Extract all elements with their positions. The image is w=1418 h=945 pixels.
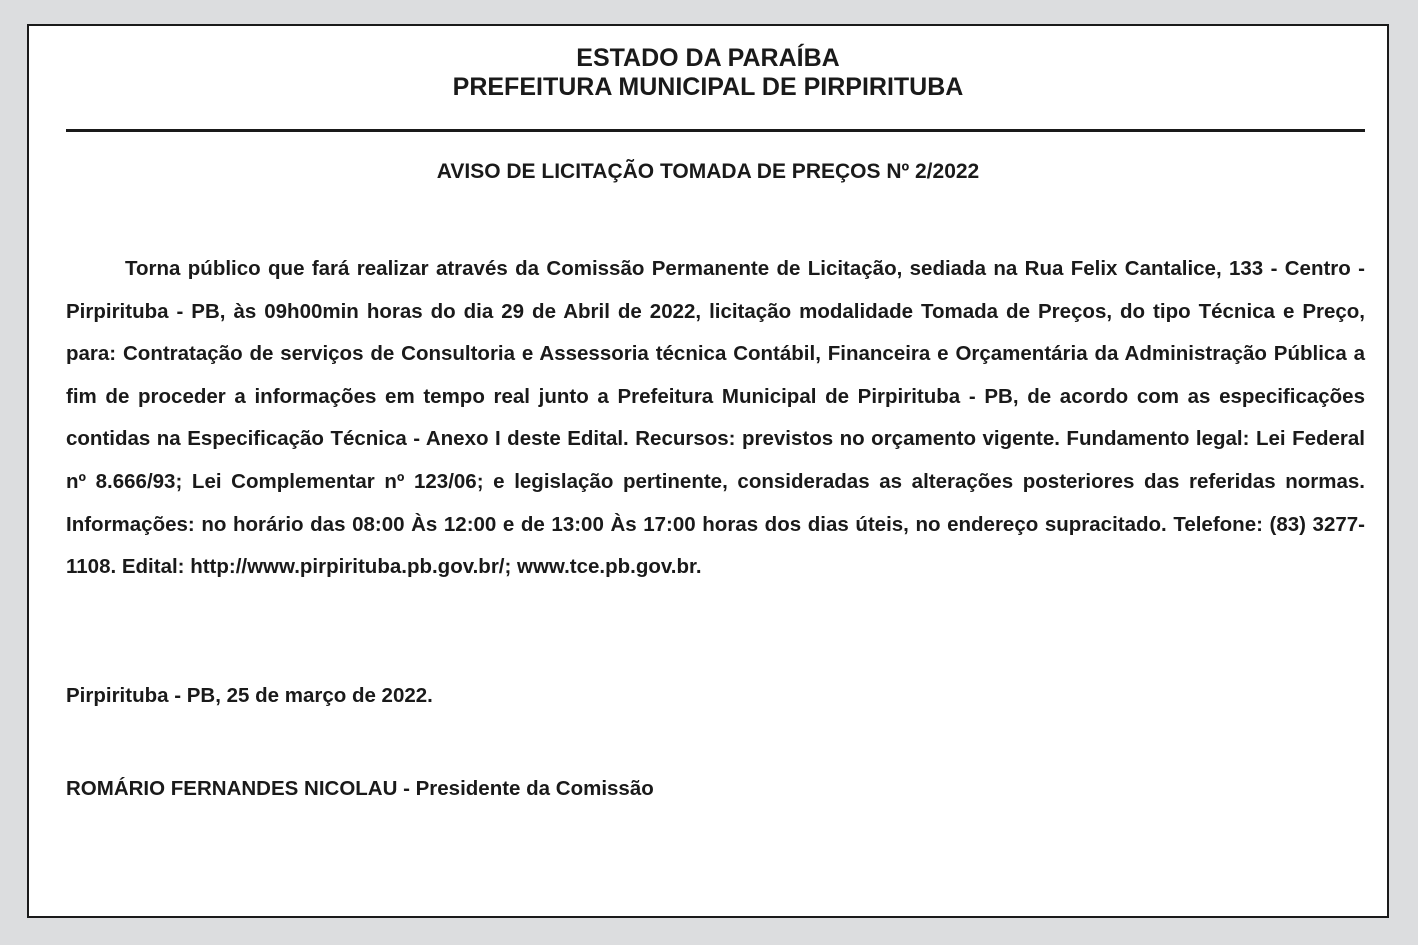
place-date: Pirpirituba - PB, 25 de março de 2022.	[66, 684, 433, 707]
header-divider	[66, 129, 1365, 132]
notice-body: Torna público que fará realizar através da Comissão Permanente de Licitação, sediada na Rua Felix Cantalice, 133 - Centro - Pirpirituba - PB, às 09h00min horas do dia 29 de Abril de 2022, licitação modalidade Tomada de Preços, do tipo Técnica e Preço, para: Contratação de serviços de Consultoria e Assessoria técnica Contábil, Financeira e Orçamentária da Administração Pública a fim de proceder a informações em tempo real junto a Prefeitura Municipal de Pirpirituba - PB, de acordo com as especificações contidas na Especificação Técnica - Anexo I deste Edital. Recursos: previstos no orçamento vigente. Fundamento legal: Lei Federal nº 8.666/93; Lei Complementar nº 123/06; e legislação pertinente, consideradas as alterações posteriores das referidas normas. Informações: no horário das 08:00 Às 12:00 e de 13:00 Às 17:00 horas dos dias úteis, no endereço supracitado. Telefone: (83) 3277-1108. Edital: http://www.pirpirituba.pb.gov.br/; www.tce.pb.gov.br.	[66, 257, 1365, 579]
notice-frame	[27, 24, 1389, 918]
notice-header	[29, 44, 1387, 102]
header-state: ESTADO DA PARAÍBA	[576, 44, 840, 72]
header-municipality: PREFEITURA MUNICIPAL DE PIRPIRITUBA	[452, 73, 964, 101]
signature-line: ROMÁRIO FERNANDES NICOLAU - Presidente da Comissão	[66, 777, 654, 800]
notice-title: AVISO DE LICITAÇÃO TOMADA DE PREÇOS Nº 2/2022	[436, 160, 980, 183]
